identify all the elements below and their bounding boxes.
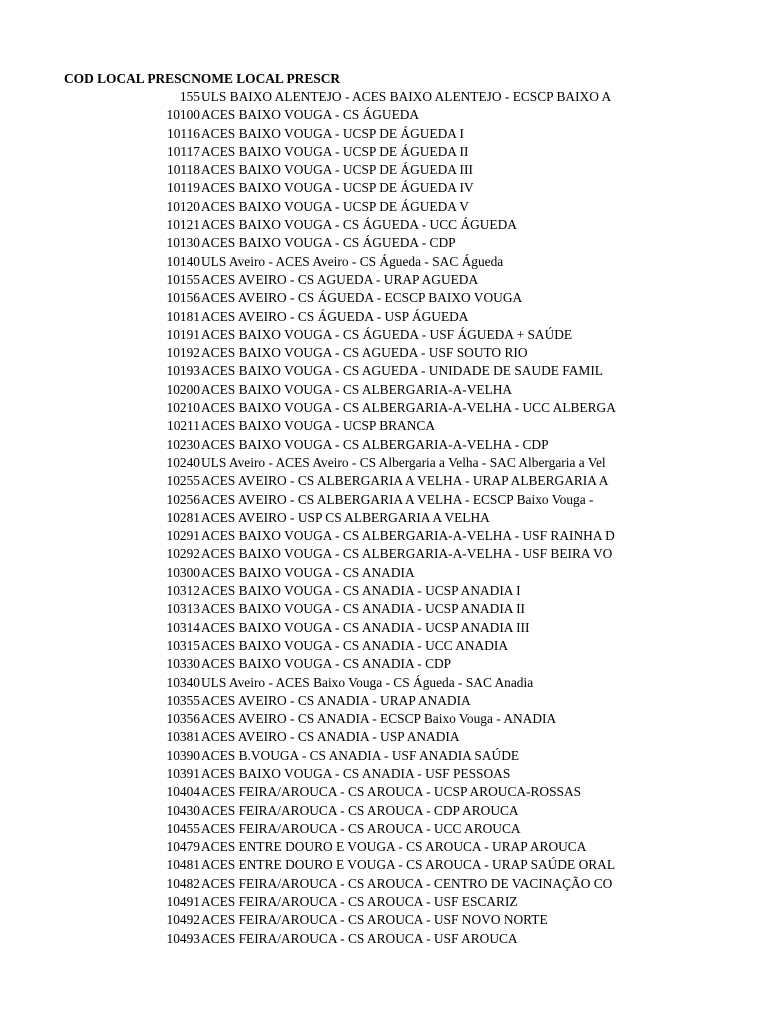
row-name: ACES BAIXO VOUGA - CS ALBERGARIA-A-VELHA (201, 381, 513, 397)
table-row (0, 930, 768, 948)
row-name: ACES AVEIRO - USP CS ALBERGARIA A VELHA (201, 509, 490, 525)
table-row (0, 509, 768, 527)
table-row (0, 911, 768, 929)
row-code: 10404 (166, 784, 200, 800)
table-row (0, 125, 768, 143)
row-code: 10255 (166, 473, 200, 489)
table-row (0, 692, 768, 710)
table-row (0, 802, 768, 820)
row-code: 10340 (166, 674, 200, 690)
row-name: ACES BAIXO VOUGA - CS ANADIA - UCSP ANADIA III (201, 619, 530, 635)
row-code: 10240 (166, 454, 200, 470)
row-code: 10193 (166, 363, 200, 379)
row-code: 10493 (166, 930, 200, 946)
row-name: ACES BAIXO VOUGA - CS ÁGUEDA - CDP (201, 235, 456, 251)
table-row (0, 234, 768, 252)
row-name: ACES AVEIRO - CS ANADIA - USP ANADIA (201, 729, 460, 745)
row-name: ACES FEIRA/AROUCA - CS AROUCA - UCC AROUCA (201, 820, 521, 836)
row-code: 10479 (166, 839, 200, 855)
row-code: 10119 (167, 180, 200, 196)
table-row (0, 491, 768, 509)
table-row (0, 893, 768, 911)
row-code: 10390 (166, 747, 200, 763)
table-row (0, 619, 768, 637)
row-code: 10492 (166, 912, 200, 928)
table-body (0, 88, 768, 948)
table-row (0, 820, 768, 838)
row-code: 10155 (166, 271, 200, 287)
table-row (0, 436, 768, 454)
row-name: ACES BAIXO VOUGA - CS ANADIA - UCSP ANADIA II (201, 601, 526, 617)
table-row (0, 655, 768, 673)
row-code: 10100 (166, 107, 200, 123)
row-name: ACES BAIXO VOUGA - CS ÁGUEDA - USF ÁGUEDA + SAÚDE (201, 326, 573, 342)
row-name: ACES FEIRA/AROUCA - CS AROUCA - USF ESCARIZ (201, 894, 518, 910)
row-name: ACES BAIXO VOUGA - CS AGUEDA - USF SOUTO RIO (201, 345, 528, 361)
row-code: 10230 (166, 436, 200, 452)
table-row (0, 289, 768, 307)
row-code: 10482 (166, 875, 200, 891)
row-code: 10355 (166, 692, 200, 708)
row-code: 10181 (166, 308, 200, 324)
row-name: ACES AVEIRO - CS ALBERGARIA A VELHA - ECSCP Baixo Vouga - (201, 491, 594, 507)
row-name: ACES AVEIRO - CS ÁGUEDA - ECSCP BAIXO VOUGA (201, 290, 523, 306)
row-name: ACES BAIXO VOUGA - CS ANADIA - UCC ANADIA (201, 637, 509, 653)
table-row (0, 838, 768, 856)
table-row (0, 88, 768, 106)
row-code: 10314 (166, 619, 200, 635)
row-name: ACES FEIRA/AROUCA - CS AROUCA - CDP AROUCA (201, 802, 519, 818)
row-code: 10192 (166, 345, 200, 361)
row-code: 10313 (166, 601, 200, 617)
row-code: 10156 (166, 290, 200, 306)
row-code: 10210 (166, 400, 200, 416)
row-name: ACES B.VOUGA - CS ANADIA - USF ANADIA SAÚDE (201, 747, 520, 763)
row-code: 10291 (166, 528, 200, 544)
row-code: 10116 (167, 125, 200, 141)
row-code: 10312 (166, 583, 200, 599)
row-code: 10481 (166, 857, 200, 873)
table-row (0, 674, 768, 692)
table-row (0, 362, 768, 380)
table-row (0, 308, 768, 326)
table-row (0, 271, 768, 289)
row-name: ACES BAIXO VOUGA - CS ALBERGARIA-A-VELHA - USF BEIRA VO (201, 546, 613, 562)
table-row (0, 179, 768, 197)
row-name: ULS Aveiro - ACES Aveiro - CS Águeda - SAC Águeda (201, 253, 504, 269)
row-code: 10191 (166, 326, 200, 342)
row-name: ACES BAIXO VOUGA - CS ALBERGARIA-A-VELHA - CDP (201, 436, 549, 452)
table-row (0, 637, 768, 655)
row-name: ULS Aveiro - ACES Aveiro - CS Albergaria a Velha - SAC Albergaria a Vel (201, 454, 606, 470)
table-row (0, 326, 768, 344)
table-row (0, 399, 768, 417)
row-code: 155 (179, 89, 200, 104)
row-name: ACES BAIXO VOUGA - UCSP DE ÁGUEDA V (201, 198, 469, 214)
table-row (0, 454, 768, 472)
table-header (64, 70, 340, 88)
row-code: 10121 (166, 217, 200, 233)
header-name: NOME LOCAL PRESCR (191, 71, 341, 86)
row-name: ACES BAIXO VOUGA - CS ALBERGARIA-A-VELHA - UCC ALBERGA (201, 400, 616, 416)
row-name: ACES FEIRA/AROUCA - CS AROUCA - USF AROUCA (201, 930, 518, 946)
row-code: 10200 (166, 381, 200, 397)
row-code: 10140 (166, 253, 200, 269)
header-code: COD LOCAL PRESC (64, 71, 192, 86)
table-row (0, 344, 768, 362)
table-row (0, 582, 768, 600)
row-name: ACES AVEIRO - CS ALBERGARIA A VELHA - URAP ALBERGARIA A (201, 473, 609, 489)
row-name: ACES AVEIRO - CS ANADIA - ECSCP Baixo Vouga - ANADIA (201, 711, 557, 727)
table-row (0, 747, 768, 765)
row-code: 10117 (167, 143, 200, 159)
table-row (0, 856, 768, 874)
row-name: ACES BAIXO VOUGA - CS ANADIA - CDP (201, 656, 452, 672)
row-name: ACES FEIRA/AROUCA - CS AROUCA - UCSP AROUCA-ROSSAS (201, 784, 582, 800)
row-code: 10256 (166, 491, 200, 507)
table-row (0, 728, 768, 746)
table-row (0, 161, 768, 179)
row-name: ACES AVEIRO - CS AGUEDA - URAP AGUEDA (201, 271, 479, 287)
row-name: ACES BAIXO VOUGA - UCSP DE ÁGUEDA I (201, 125, 464, 141)
table-row (0, 143, 768, 161)
table-row (0, 783, 768, 801)
table-row (0, 472, 768, 490)
table-row (0, 417, 768, 435)
table-row (0, 106, 768, 124)
row-name: ACES BAIXO VOUGA - CS ANADIA - UCSP ANADIA I (201, 583, 521, 599)
table-row (0, 875, 768, 893)
row-code: 10356 (166, 711, 200, 727)
row-code: 10281 (166, 509, 200, 525)
row-code: 10211 (167, 418, 200, 434)
row-name: ACES BAIXO VOUGA - CS ÁGUEDA - UCC ÁGUEDA (201, 217, 517, 233)
row-name: ULS BAIXO ALENTEJO - ACES BAIXO ALENTEJO - ECSCP BAIXO A (201, 89, 612, 104)
table-row (0, 600, 768, 618)
row-name: ACES FEIRA/AROUCA - CS AROUCA - CENTRO DE VACINAÇÃO CO (201, 875, 613, 891)
row-code: 10292 (166, 546, 200, 562)
row-code: 10300 (166, 564, 200, 580)
row-name: ACES ENTRE DOURO E VOUGA - CS AROUCA - URAP SAÚDE ORAL (201, 857, 616, 873)
row-name: ACES BAIXO VOUGA - UCSP DE ÁGUEDA II (201, 143, 469, 159)
row-name: ACES BAIXO VOUGA - CS ALBERGARIA-A-VELHA - USF RAINHA D (201, 528, 615, 544)
table-row (0, 253, 768, 271)
row-name: ACES FEIRA/AROUCA - CS AROUCA - USF NOVO NORTE (201, 912, 548, 928)
row-name: ULS Aveiro - ACES Baixo Vouga - CS Águeda - SAC Anadia (201, 674, 534, 690)
row-code: 10330 (166, 656, 200, 672)
table-row (0, 216, 768, 234)
row-name: ACES AVEIRO - CS ANADIA - URAP ANADIA (201, 692, 471, 708)
table-row (0, 765, 768, 783)
table-row (0, 381, 768, 399)
table-row (0, 564, 768, 582)
table-row (0, 198, 768, 216)
row-name: ACES AVEIRO - CS ÁGUEDA - USP ÁGUEDA (201, 308, 469, 324)
row-name: ACES BAIXO VOUGA - CS ÁGUEDA (201, 107, 420, 123)
row-code: 10381 (166, 729, 200, 745)
row-code: 10118 (167, 162, 200, 178)
row-code: 10491 (166, 894, 200, 910)
table-row (0, 545, 768, 563)
row-code: 10315 (166, 637, 200, 653)
row-name: ACES BAIXO VOUGA - UCSP DE ÁGUEDA III (201, 162, 473, 178)
table-row (0, 527, 768, 545)
row-code: 10430 (166, 802, 200, 818)
row-name: ACES BAIXO VOUGA - CS ANADIA (201, 564, 415, 580)
row-name: ACES BAIXO VOUGA - UCSP BRANCA (201, 418, 436, 434)
row-code: 10130 (166, 235, 200, 251)
row-code: 10120 (166, 198, 200, 214)
row-code: 10455 (166, 820, 200, 836)
row-name: ACES BAIXO VOUGA - UCSP DE ÁGUEDA IV (201, 180, 474, 196)
table-row (0, 710, 768, 728)
row-code: 10391 (166, 765, 200, 781)
row-name: ACES ENTRE DOURO E VOUGA - CS AROUCA - URAP AROUCA (201, 839, 587, 855)
row-name: ACES BAIXO VOUGA - CS ANADIA - USF PESSOAS (201, 765, 511, 781)
row-name: ACES BAIXO VOUGA - CS AGUEDA - UNIDADE DE SAUDE FAMIL (201, 363, 603, 379)
